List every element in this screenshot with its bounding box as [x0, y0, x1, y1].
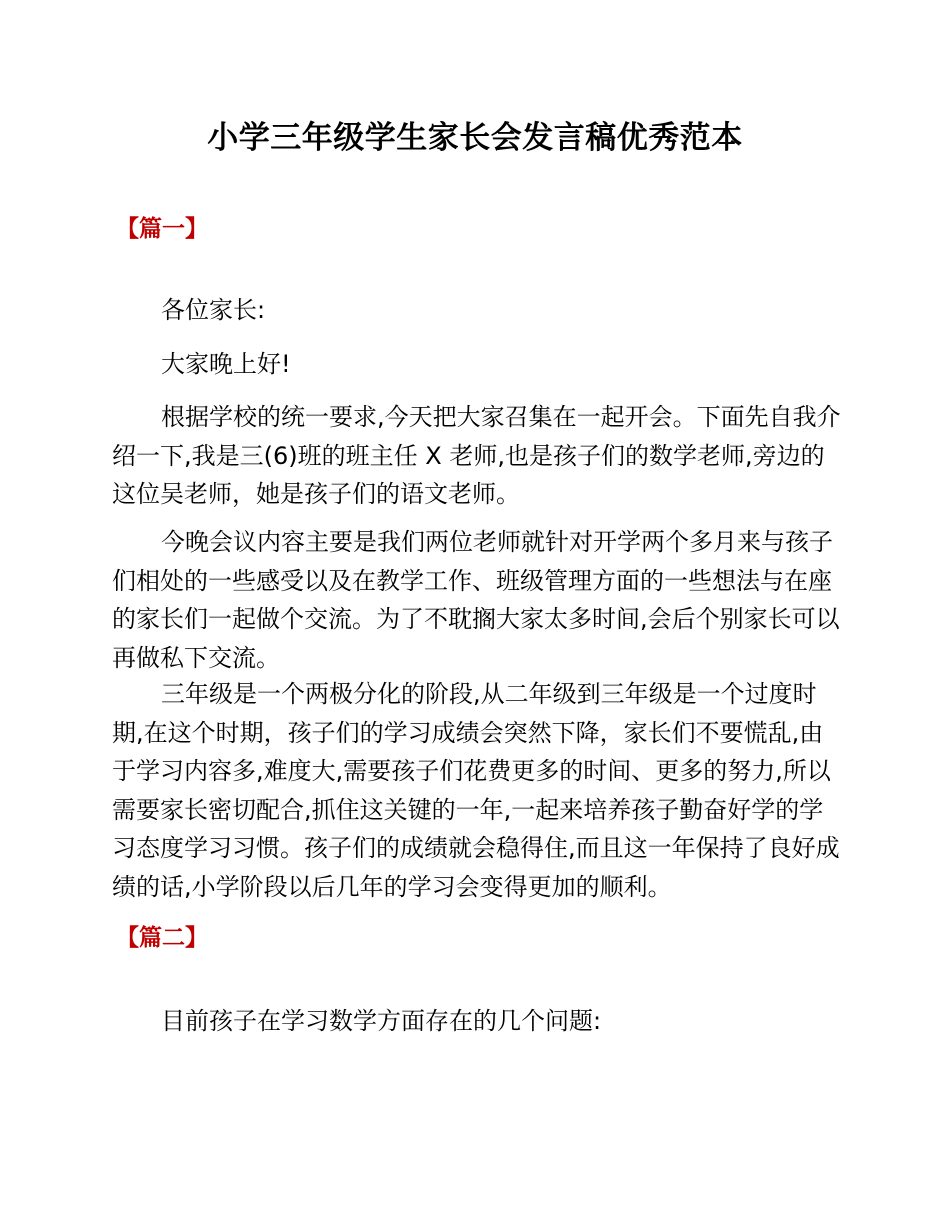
- paragraph: 大家晚上好!: [161, 350, 291, 378]
- paragraph: 各位家长:: [161, 296, 266, 324]
- section-heading-2: 【篇二】: [116, 925, 208, 951]
- paragraph: 今晚会议内容主要是我们两位老师就针对开学两个多月来与孩子们相处的一些感受以及在教学工作、班级管理方面的一些想法与在座的家长们一起做个交流。为了不耽搁大家太多时间,会后个别家长可以再做私下交流。: [112, 528, 840, 672]
- paragraph: 根据学校的统一要求,今天把大家召集在一起开会。下面先自我介绍一下,我是三(6)班的班主任 X 老师,也是孩子们的数学老师,旁边的这位吴老师，她是孩子们的语文老师。: [112, 403, 841, 508]
- document-title: 小学三年级学生家长会发言稿优秀范本: [207, 120, 743, 156]
- paragraph: 目前孩子在学习数学方面存在的几个问题:: [161, 1007, 602, 1035]
- section-heading-1: 【篇一】: [116, 216, 208, 242]
- paragraph: 三年级是一个两极分化的阶段,从二年级到三年级是一个过度时期,在这个时期，孩子们的学习成绩会突然下降，家长们不要慌乱,由于学习内容多,难度大,需要孩子们花费更多的时间、更多的努力,所以需要家长密切配合,抓住这关键的一年,一起来培养孩子勤奋好学的学习态度学习习惯。孩子们的成绩就会稳得住,而且这一年保持了良好成绩的话,小学阶段以后几年的学习会变得更加的顺利。: [112, 680, 840, 901]
